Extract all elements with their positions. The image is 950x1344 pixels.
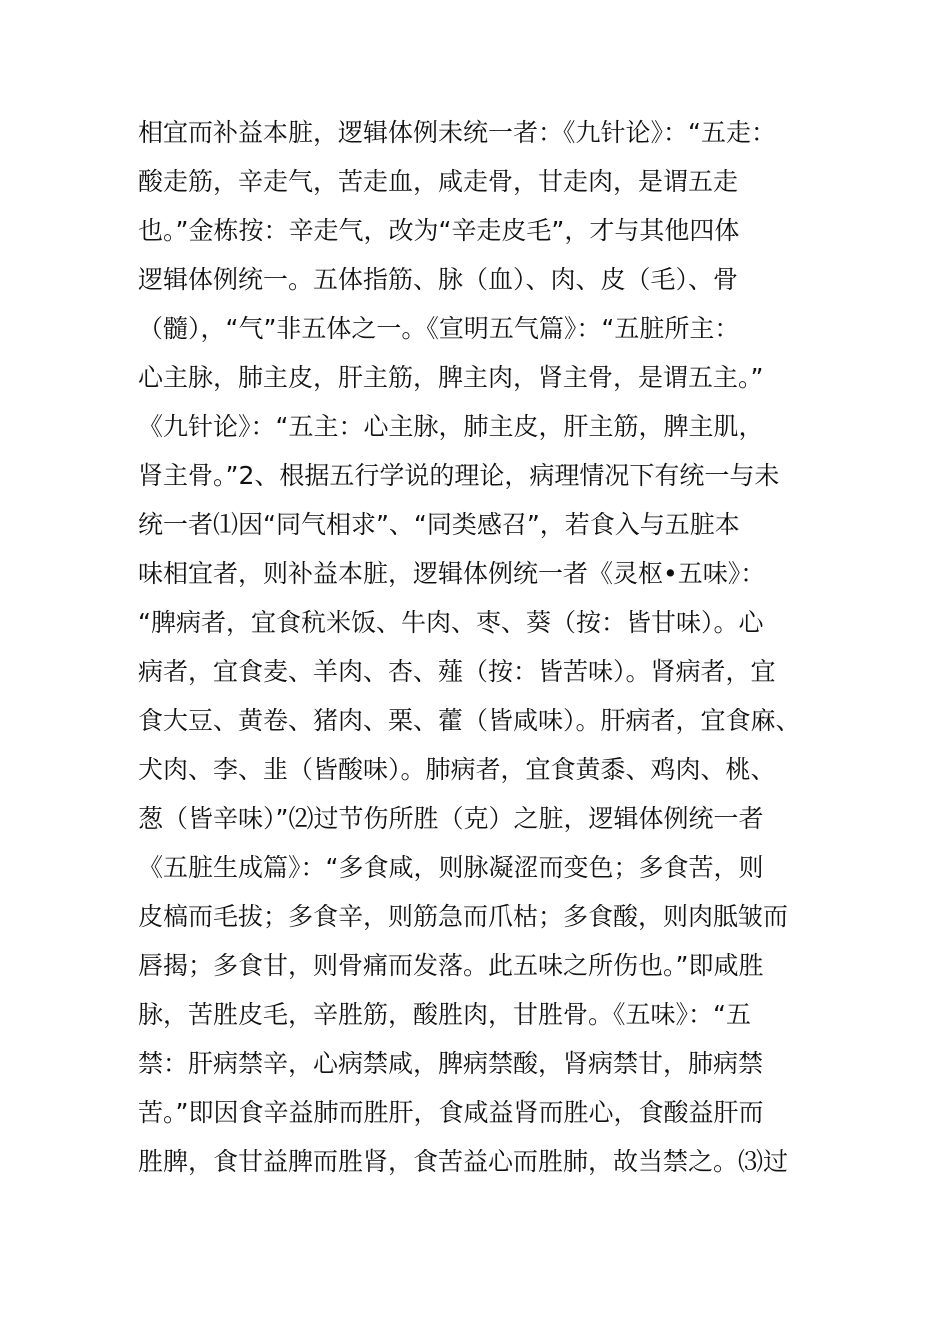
text-line: 病者，宜食麦、羊肉、杏、薤（按：皆苦味）。肾病者，宜: [138, 657, 776, 686]
text-line: 肾主骨。”2、根据五行学说的理论，病理情况下有统一与未: [138, 461, 780, 490]
text-line: 苦。”即因食辛益肺而胜肝，食咸益肾而胜心，食酸益肝而: [138, 1098, 764, 1127]
text-line: 酸走筋，辛走气，苦走血，咸走骨，甘走肉，是谓五走: [138, 167, 739, 196]
text-line: 皮槁而毛拔；多食辛，则筋急而爪枯；多食酸，则肉胝皱而: [138, 902, 789, 931]
text-line: 心主脉，肺主皮，肝主筋，脾主肉，肾主骨，是谓五主。”: [138, 363, 764, 392]
text-line: 禁：肝病禁辛，心病禁咸，脾病禁酸，肾病禁甘，肺病禁: [138, 1049, 764, 1078]
text-line: 唇揭；多食甘，则骨痛而发落。此五味之所伤也。”即咸胜: [138, 951, 764, 980]
text-line: 犬肉、李、韭（皆酸味）。肺病者，宜食黄黍、鸡肉、桃、: [138, 755, 776, 784]
text-line: 脉，苦胜皮毛，辛胜筋，酸胜肉，甘胜骨。《五味》：“五: [138, 1000, 751, 1029]
text-line: 也。”金栋按：辛走气，改为“辛走皮毛”，才与其他四体: [138, 216, 740, 245]
text-line: 葱（皆辛味）”⑵过节伤所胜（克）之脏，逻辑体例统一者: [138, 804, 764, 833]
text-line: 食大豆、黄卷、猪肉、栗、藿（皆咸味）。肝病者，宜食麻、: [138, 706, 801, 735]
text-line: （髓），“气”非五体之一。《宣明五气篇》：“五脏所主：: [138, 314, 740, 343]
body-text: [138, 108, 838, 1186]
text-line: 统一者⑴因“同气相求”、“同类感召”，若食入与五脏本: [138, 510, 740, 539]
text-line: 逻辑体例统一。五体指筋、脉（血）、肉、皮（毛）、骨: [138, 265, 739, 294]
text-line: 相宜而补益本脏，逻辑体例未统一者：《九针论》：“五走：: [138, 118, 776, 147]
text-line: 《五脏生成篇》：“多食咸，则脉凝涩而变色；多食苦，则: [138, 853, 764, 882]
text-line: 胜脾，食甘益脾而胜肾，食苦益心而胜肺，故当禁之。⑶过: [138, 1147, 789, 1176]
text-line: “脾病者，宜食秔米饭、牛肉、枣、葵（按：皆甘味）。心: [138, 608, 764, 637]
text-line: 《九针论》：“五主：心主脉，肺主皮，肝主筋，脾主肌，: [138, 412, 764, 441]
text-line: 味相宜者，则补益本脏，逻辑体例统一者《灵枢•五味》：: [138, 559, 766, 588]
